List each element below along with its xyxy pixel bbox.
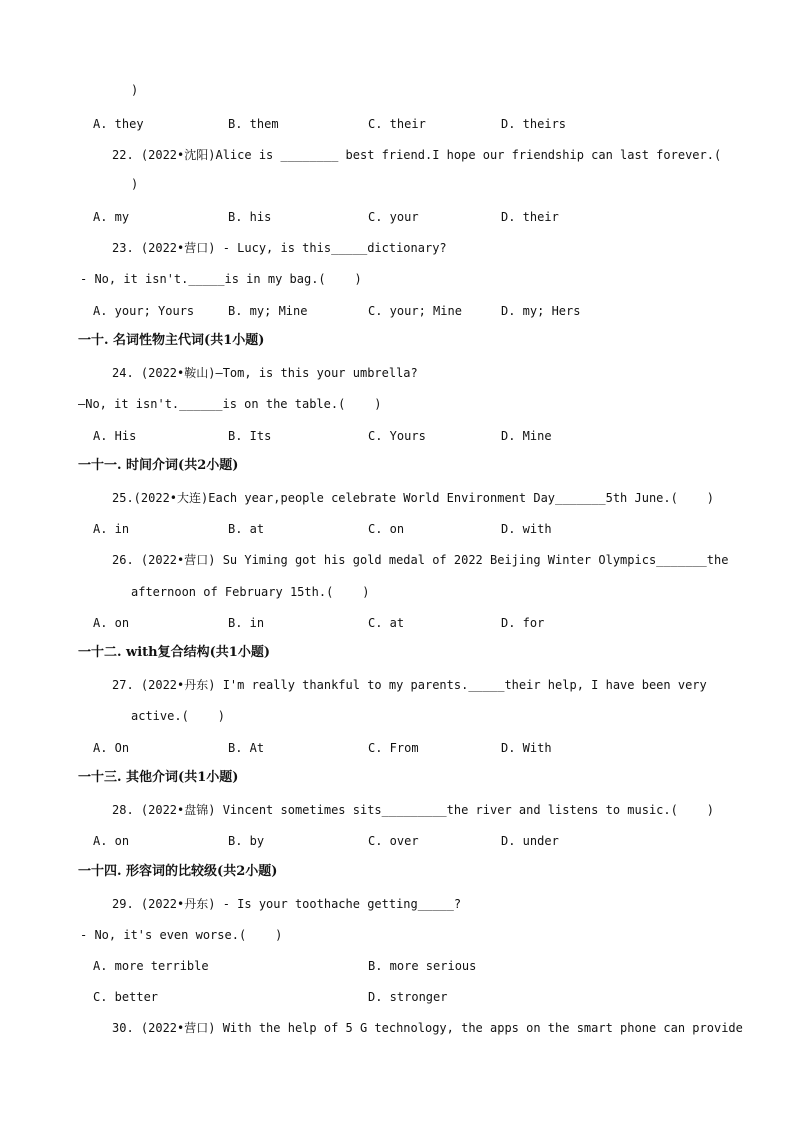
question-24: 24. (2022•鞍山)—Tom, is this your umbrella? <box>112 366 418 380</box>
q26-option-c: C. at <box>368 616 405 630</box>
question-26-line2: afternoon of February 15th.( ) <box>131 585 370 599</box>
q22-option-c: C. your <box>368 210 419 224</box>
q28-option-b: B. by <box>228 834 265 848</box>
q21-option-d: D. theirs <box>501 117 567 131</box>
q27-option-b: B. At <box>228 741 265 755</box>
q29-option-a: A. more terrible <box>93 959 209 973</box>
question-27-line2: active.( ) <box>131 709 225 723</box>
q27-option-d: D. With <box>501 741 552 755</box>
question-28: 28. (2022•盘锦) Vincent sometimes sits_________the river and listens to music.( ) <box>112 803 714 817</box>
q23-option-b: B. my; Mine <box>228 304 308 318</box>
question-27: 27. (2022•丹东) I'm really thankful to my parents._____their help, I have been very <box>112 678 707 692</box>
q21-option-a: A. they <box>93 117 144 131</box>
q22-option-b: B. his <box>228 210 272 224</box>
question-22-cont: ) <box>131 177 139 191</box>
question-29: 29. (2022•丹东) - Is your toothache getting_____? <box>112 897 462 911</box>
q25-option-a: A. in <box>93 522 130 536</box>
question-29-line2: - No, it's even worse.( ) <box>80 928 283 942</box>
section-heading-14: 一十四. 形容词的比较级(共2小题) <box>78 864 278 879</box>
question-21-paren: ) <box>131 83 139 97</box>
q27-option-c: C. From <box>368 741 419 755</box>
question-25: 25.(2022•大连)Each year,people celebrate World Environment Day_______5th June.( ) <box>112 491 714 505</box>
question-22: 22. (2022•沈阳)Alice is ________ best friend.I hope our friendship can last forever.( <box>112 148 722 162</box>
section-heading-11: 一十一. 时间介词(共2小题) <box>78 458 239 473</box>
q25-option-b: B. at <box>228 522 265 536</box>
section-heading-13: 一十三. 其他介词(共1小题) <box>78 770 239 785</box>
q25-option-d: D. with <box>501 522 552 536</box>
q21-option-b: B. them <box>228 117 279 131</box>
question-30: 30. (2022•营口) With the help of 5 G technology, the apps on the smart phone can provide <box>112 1021 743 1035</box>
question-24-line2: —No, it isn't.______is on the table.( ) <box>78 397 382 411</box>
section-heading-10: 一十. 名词性物主代词(共1小题) <box>78 333 265 348</box>
q24-option-b: B. Its <box>228 429 272 443</box>
q28-option-a: A. on <box>93 834 130 848</box>
question-23-line2: - No, it isn't._____is in my bag.( ) <box>80 272 362 286</box>
q29-option-c: C. better <box>93 990 159 1004</box>
q22-option-a: A. my <box>93 210 130 224</box>
q25-option-c: C. on <box>368 522 405 536</box>
q23-option-c: C. your; Mine <box>368 304 462 318</box>
q26-option-b: B. in <box>228 616 265 630</box>
q23-option-d: D. my; Hers <box>501 304 581 318</box>
q24-option-a: A. His <box>93 429 137 443</box>
q22-option-d: D. their <box>501 210 559 224</box>
q23-option-a: A. your; Yours <box>93 304 195 318</box>
question-23: 23. (2022•营口) - Lucy, is this_____dictionary? <box>112 241 447 255</box>
q29-option-b: B. more serious <box>368 959 477 973</box>
section-heading-12: 一十二. with复合结构(共1小题) <box>78 645 270 660</box>
q24-option-c: C. Yours <box>368 429 426 443</box>
q26-option-a: A. on <box>93 616 130 630</box>
q21-option-c: C. their <box>368 117 426 131</box>
question-26: 26. (2022•营口) Su Yiming got his gold medal of 2022 Beijing Winter Olympics_______the <box>112 553 729 567</box>
q28-option-c: C. over <box>368 834 419 848</box>
q28-option-d: D. under <box>501 834 559 848</box>
q27-option-a: A. On <box>93 741 130 755</box>
q29-option-d: D. stronger <box>368 990 448 1004</box>
q24-option-d: D. Mine <box>501 429 552 443</box>
q26-option-d: D. for <box>501 616 545 630</box>
